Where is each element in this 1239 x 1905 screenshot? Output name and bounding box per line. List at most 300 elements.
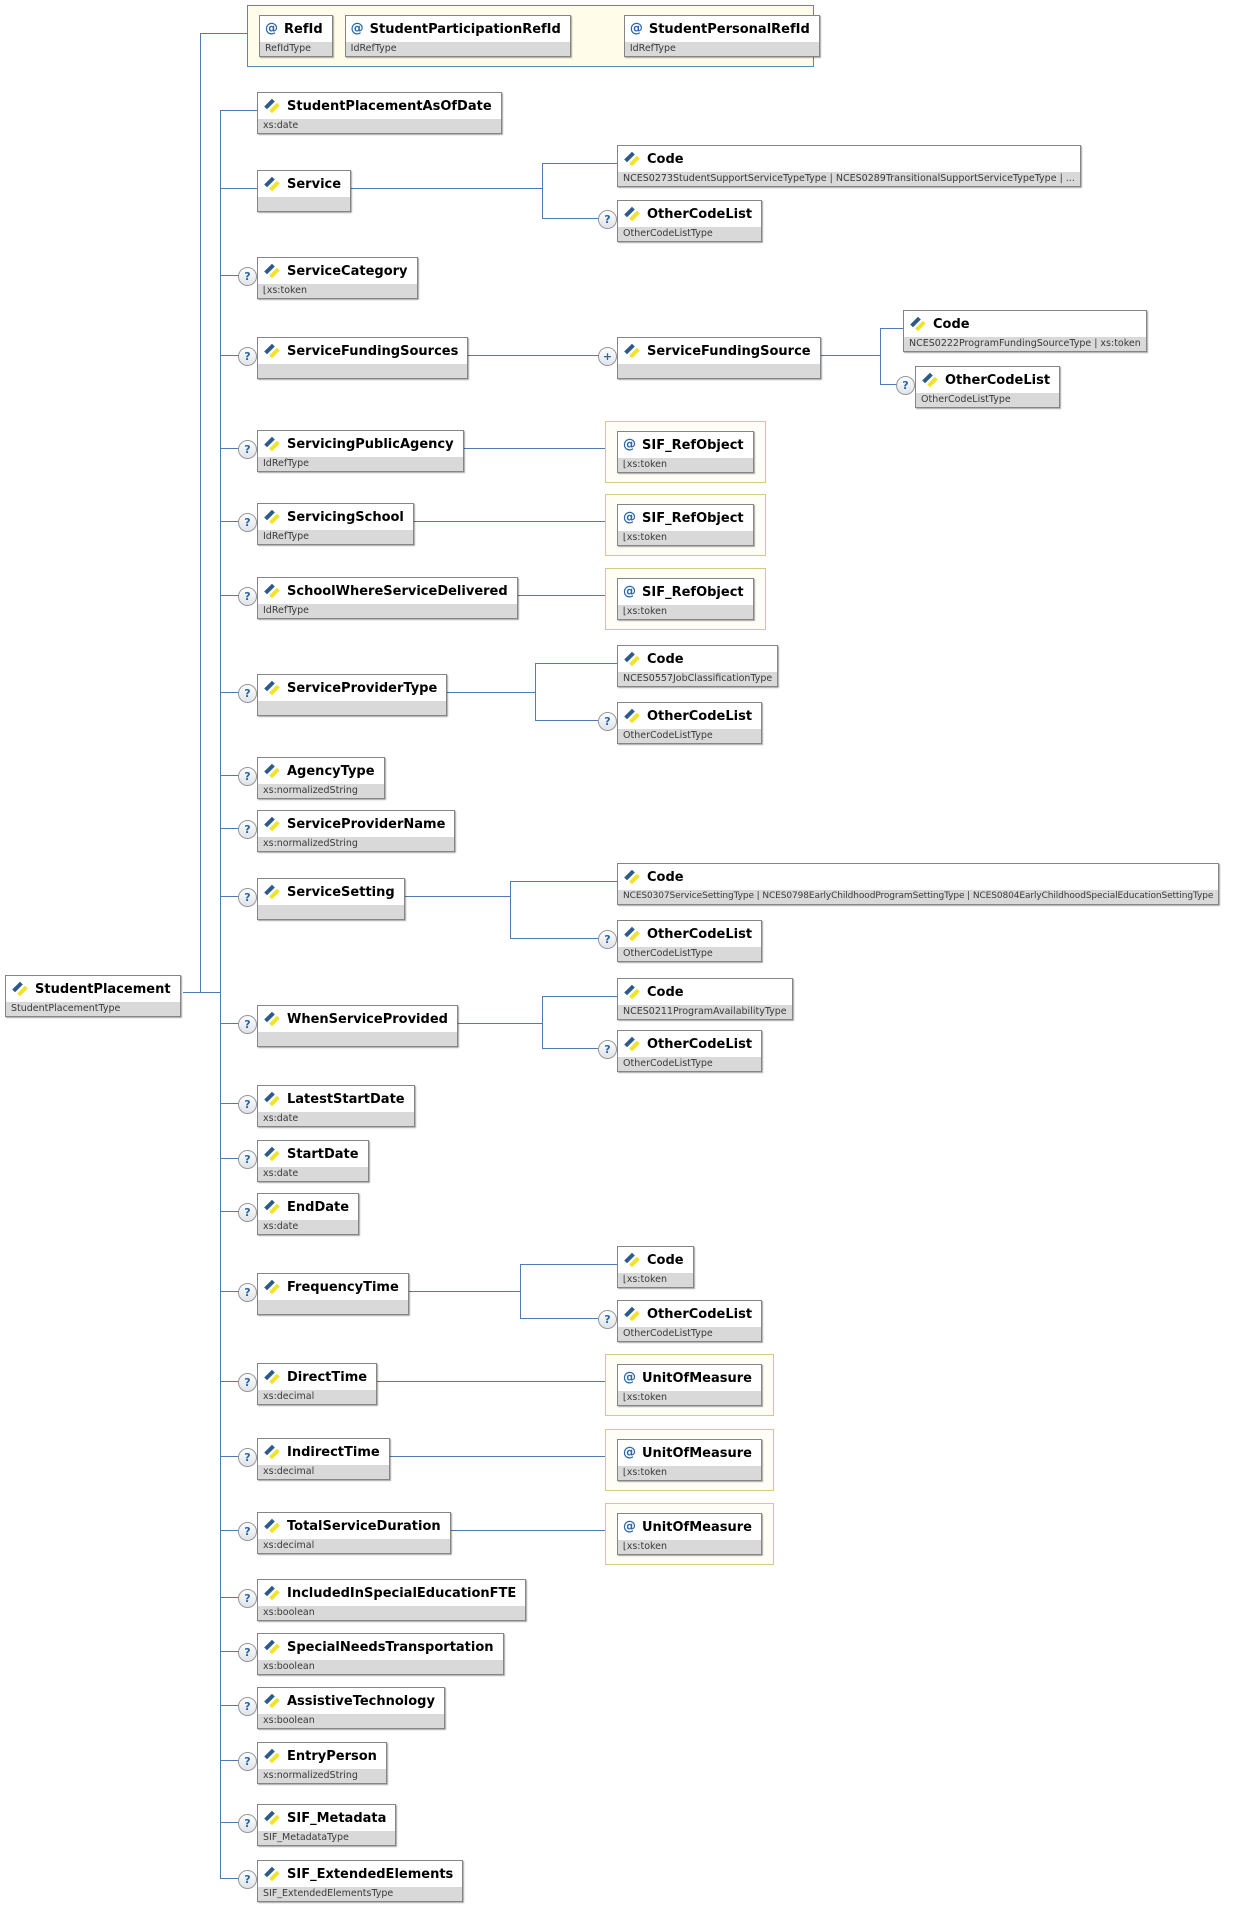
attribute-title-row — [618, 1514, 761, 1540]
element-name: Code — [647, 151, 684, 167]
element-type: IdRefType — [258, 604, 517, 618]
optional-indicator — [238, 1697, 257, 1716]
optional-indicator — [238, 1015, 257, 1034]
connector-line — [200, 33, 201, 993]
attribute-type: IdRefType — [625, 42, 819, 56]
element-service-funding-source-other-code-list[interactable] — [915, 366, 1060, 408]
optional-indicator — [598, 210, 617, 229]
optional-indicator — [598, 930, 617, 949]
element-start-date[interactable] — [257, 1140, 369, 1182]
element-type: xs:decimal — [258, 1465, 389, 1479]
element-title-row — [618, 979, 792, 1005]
element-type: xs:date — [258, 1220, 358, 1234]
attribute-icon: @ — [623, 1519, 636, 1534]
element-service-setting[interactable] — [257, 878, 405, 920]
element-type: OtherCodeListType — [618, 1057, 761, 1071]
optional-glyph: ? — [244, 1376, 251, 1389]
element-name: ServiceProviderType — [287, 680, 438, 696]
element-icon — [921, 373, 939, 387]
element-title-row — [258, 675, 446, 701]
element-servicing-public-agency[interactable] — [257, 430, 464, 472]
connector-line — [220, 188, 262, 189]
element-name: EndDate — [287, 1199, 350, 1215]
attribute-group — [247, 5, 814, 67]
element-special-needs-transportation[interactable] — [257, 1633, 504, 1675]
optional-indicator — [238, 1448, 257, 1467]
element-type: xs:date — [258, 1167, 368, 1181]
element-icon — [263, 1200, 281, 1214]
element-type: OtherCodeListType — [618, 947, 761, 961]
attribute-name: StudentPersonalRefId — [648, 21, 810, 37]
element-type: NCES0211ProgramAvailabilityType — [618, 1005, 792, 1019]
element-title-row — [618, 646, 777, 672]
attribute-name: UnitOfMeasure — [642, 1519, 752, 1535]
element-type: xs:normalizedString — [258, 837, 454, 851]
optional-indicator — [238, 1752, 257, 1771]
element-servicing-school[interactable] — [257, 503, 414, 545]
connector-line — [183, 992, 221, 993]
attribute-group — [605, 494, 766, 556]
element-icon — [263, 99, 281, 113]
element-icon — [263, 885, 281, 899]
optional-glyph: ? — [604, 213, 611, 226]
connector-line — [220, 692, 240, 693]
element-title-row — [904, 311, 1146, 337]
connector-line — [220, 1651, 240, 1652]
element-type — [258, 905, 404, 919]
optional-indicator — [238, 1095, 257, 1114]
connector-line — [220, 595, 240, 596]
element-icon — [623, 870, 641, 884]
element-service-code[interactable] — [617, 145, 1081, 187]
element-name: WhenServiceProvided — [287, 1011, 448, 1027]
element-name: AgencyType — [287, 763, 375, 779]
element-school-where-service-delivered[interactable] — [257, 577, 518, 619]
repeat-indicator — [598, 347, 617, 366]
element-icon — [623, 152, 641, 166]
attribute-group — [605, 421, 766, 483]
element-icon — [623, 709, 641, 723]
optional-indicator — [238, 513, 257, 532]
element-type: NCES0307ServiceSettingType | NCES0798EarlyChildhoodProgramSettingType | NCES0804EarlyChildhoodSpecialEducationSettingType — [618, 890, 1218, 904]
connector-line — [220, 775, 240, 776]
connector-line — [220, 828, 240, 829]
element-service-other-code-list[interactable] — [617, 200, 762, 242]
attribute-type: ⌊xs:token — [618, 531, 753, 545]
element-title-row — [618, 201, 761, 227]
element-title-row — [258, 431, 463, 457]
optional-glyph: ? — [244, 770, 251, 783]
element-icon — [623, 1253, 641, 1267]
connector-line — [520, 1318, 598, 1319]
element-title-row — [618, 1031, 761, 1057]
element-title-row — [258, 1688, 444, 1714]
attribute-group — [605, 568, 766, 630]
element-icon — [263, 681, 281, 695]
attribute-title-row — [618, 579, 753, 605]
element-title-row — [618, 1247, 693, 1273]
element-service-category[interactable] — [257, 257, 418, 299]
element-icon — [263, 1640, 281, 1654]
optional-glyph: ? — [244, 1592, 251, 1605]
optional-indicator — [598, 712, 617, 731]
connector-line — [220, 275, 240, 276]
element-title-row — [258, 93, 501, 119]
element-agency-type[interactable] — [257, 757, 385, 799]
optional-indicator — [238, 1522, 257, 1541]
element-type: ⌊xs:token — [258, 284, 417, 298]
element-title-row — [618, 864, 1218, 890]
element-name: StudentPlacement — [35, 981, 171, 997]
element-type: xs:boolean — [258, 1606, 525, 1620]
connector-line — [220, 1381, 240, 1382]
connector-line — [220, 1456, 240, 1457]
connector-line — [542, 218, 600, 219]
element-icon — [263, 584, 281, 598]
element-name: Code — [933, 316, 970, 332]
optional-indicator — [238, 684, 257, 703]
connector-line — [220, 448, 240, 449]
element-type: IdRefType — [258, 530, 413, 544]
optional-indicator — [238, 1643, 257, 1662]
element-service-provider-type-other-code-list[interactable] — [617, 702, 762, 744]
element-service-provider-type-code[interactable] — [617, 645, 778, 687]
element-icon — [263, 437, 281, 451]
element-title-row — [258, 1364, 376, 1390]
element-frequency-time-other-code-list[interactable] — [617, 1300, 762, 1342]
element-name: SIF_ExtendedElements — [287, 1866, 454, 1882]
optional-indicator — [238, 440, 257, 459]
element-type: xs:decimal — [258, 1390, 376, 1404]
element-icon — [263, 1445, 281, 1459]
element-title-row — [258, 1513, 450, 1539]
optional-glyph: ? — [244, 1018, 251, 1031]
element-student-placement-as-of-date[interactable] — [257, 92, 502, 134]
optional-glyph: ? — [244, 1153, 251, 1166]
element-icon — [623, 927, 641, 941]
connector-line — [220, 355, 240, 356]
attribute-type: IdRefType — [346, 42, 570, 56]
element-service-provider-type[interactable] — [257, 674, 447, 716]
element-title-row — [258, 1141, 368, 1167]
element-type: OtherCodeListType — [618, 729, 761, 743]
element-entry-person[interactable] — [257, 1742, 387, 1784]
element-icon — [263, 764, 281, 778]
attribute-title-row — [618, 1440, 761, 1466]
connector-line — [542, 996, 622, 997]
attribute-sif-refobject[interactable] — [617, 504, 754, 546]
element-frequency-time[interactable] — [257, 1273, 409, 1315]
element-title-row — [258, 879, 404, 905]
connector-line — [220, 1705, 240, 1706]
element-name: StudentPlacementAsOfDate — [287, 98, 492, 114]
attribute-title-row — [260, 16, 332, 42]
optional-indicator — [896, 376, 915, 395]
element-student-placement[interactable] — [5, 975, 181, 1017]
connector-line — [220, 110, 221, 1879]
attribute-sif-refobject[interactable] — [617, 431, 754, 473]
element-name: StartDate — [287, 1146, 359, 1162]
element-total-service-duration[interactable] — [257, 1512, 451, 1554]
element-name: DirectTime — [287, 1369, 368, 1385]
optional-indicator — [238, 347, 257, 366]
connector-line — [200, 33, 247, 34]
element-service[interactable] — [257, 170, 351, 212]
optional-glyph: ? — [244, 1286, 251, 1299]
element-assistive-technology[interactable] — [257, 1687, 445, 1729]
element-title-row — [258, 1861, 462, 1887]
element-when-service-provided[interactable] — [257, 1005, 458, 1047]
element-icon — [623, 1037, 641, 1051]
element-name: Service — [287, 176, 342, 192]
attribute-icon: @ — [623, 584, 636, 599]
element-name: ServiceFundingSources — [287, 343, 459, 359]
element-sif-extended-elements[interactable] — [257, 1860, 463, 1902]
element-name: Code — [647, 869, 684, 885]
attribute-unit-of-measure[interactable] — [617, 1439, 762, 1481]
element-when-service-provided-code[interactable] — [617, 978, 793, 1020]
element-type: NCES0222ProgramFundingSourceType | xs:token — [904, 337, 1146, 351]
element-name: ServiceFundingSource — [647, 343, 811, 359]
element-title-row — [618, 146, 1080, 172]
element-type — [258, 701, 446, 715]
element-type — [258, 197, 350, 211]
optional-glyph: ? — [244, 516, 251, 529]
connector-line — [535, 663, 536, 721]
element-icon — [909, 317, 927, 331]
connector-line — [220, 1822, 240, 1823]
element-title-row — [258, 1274, 408, 1300]
element-type: ⌊xs:token — [618, 1273, 693, 1287]
optional-indicator — [238, 1589, 257, 1608]
element-name: Code — [647, 651, 684, 667]
element-title-row — [618, 703, 761, 729]
element-icon — [263, 344, 281, 358]
attribute-unit-of-measure[interactable] — [617, 1364, 762, 1406]
element-icon — [263, 1370, 281, 1384]
element-type — [618, 364, 820, 378]
element-icon — [263, 1867, 281, 1881]
element-type: xs:boolean — [258, 1714, 444, 1728]
element-icon — [623, 207, 641, 221]
optional-glyph: ? — [244, 1817, 251, 1830]
element-service-provider-name[interactable] — [257, 810, 455, 852]
element-type: xs:normalizedString — [258, 784, 384, 798]
optional-glyph: ? — [244, 1873, 251, 1886]
optional-indicator — [598, 1310, 617, 1329]
element-frequency-time-code[interactable] — [617, 1246, 694, 1288]
element-name: OtherCodeList — [647, 1036, 753, 1052]
element-icon — [263, 510, 281, 524]
connector-line — [220, 1158, 240, 1159]
attribute-student-personal-refid[interactable] — [624, 15, 820, 57]
element-icon — [263, 1519, 281, 1533]
element-type — [258, 1032, 457, 1046]
attribute-unit-of-measure[interactable] — [617, 1513, 762, 1555]
element-icon — [623, 344, 641, 358]
element-name: SpecialNeedsTransportation — [287, 1639, 494, 1655]
connector-line — [220, 110, 262, 111]
element-icon — [263, 1280, 281, 1294]
attribute-refid[interactable] — [259, 15, 333, 57]
element-icon — [623, 1307, 641, 1321]
element-name: Code — [647, 984, 684, 1000]
optional-indicator — [238, 1870, 257, 1889]
element-icon — [623, 985, 641, 999]
element-type: NCES0557JobClassificationType — [618, 672, 777, 686]
optional-glyph: ? — [244, 823, 251, 836]
optional-glyph: ? — [244, 270, 251, 283]
element-title-row — [258, 258, 417, 284]
attribute-name: UnitOfMeasure — [642, 1370, 752, 1386]
element-icon — [263, 1694, 281, 1708]
element-icon — [263, 177, 281, 191]
connector-line — [220, 896, 240, 897]
element-icon — [263, 1811, 281, 1825]
attribute-icon: @ — [350, 21, 364, 36]
element-type: xs:date — [258, 1112, 414, 1126]
optional-glyph: ? — [604, 715, 611, 728]
optional-glyph: ? — [244, 1646, 251, 1659]
element-type: SIF_MetadataType — [258, 1831, 395, 1845]
attribute-group — [605, 1503, 774, 1565]
optional-glyph: ? — [244, 1098, 251, 1111]
attribute-group — [605, 1429, 774, 1491]
optional-indicator — [238, 888, 257, 907]
connector-line — [542, 163, 622, 164]
element-included-in-special-education-fte[interactable] — [257, 1579, 526, 1621]
element-name: TotalServiceDuration — [287, 1518, 441, 1534]
element-title-row — [258, 1634, 503, 1660]
element-type: xs:normalizedString — [258, 1769, 386, 1783]
connector-line — [220, 1291, 240, 1292]
element-title-row — [258, 504, 413, 530]
optional-glyph: ? — [244, 1755, 251, 1768]
connector-line — [520, 1264, 521, 1319]
element-title-row — [618, 1301, 761, 1327]
connector-line — [880, 328, 881, 385]
element-icon — [263, 1012, 281, 1026]
element-service-funding-source[interactable] — [617, 337, 821, 379]
element-name: ServiceProviderName — [287, 816, 446, 832]
optional-glyph: ? — [604, 1043, 611, 1056]
element-type: xs:date — [258, 119, 501, 133]
element-name: FrequencyTime — [287, 1279, 399, 1295]
attribute-icon: @ — [265, 21, 278, 36]
element-title-row — [258, 1006, 457, 1032]
connector-line — [220, 1760, 240, 1761]
element-icon — [263, 1092, 281, 1106]
element-service-funding-sources[interactable] — [257, 337, 468, 379]
optional-glyph: ? — [244, 590, 251, 603]
attribute-name: StudentParticipationRefId — [369, 21, 561, 37]
attribute-icon: @ — [623, 1445, 636, 1460]
element-name: ServicingPublicAgency — [287, 436, 454, 452]
element-icon — [623, 652, 641, 666]
element-type: IdRefType — [258, 457, 463, 471]
element-name: OtherCodeList — [945, 372, 1051, 388]
element-service-funding-source-code[interactable] — [903, 310, 1147, 352]
optional-glyph: ? — [244, 1451, 251, 1464]
attribute-type: ⌊xs:token — [618, 605, 753, 619]
attribute-icon: @ — [629, 21, 643, 36]
element-title-row — [258, 1086, 414, 1112]
attribute-icon: @ — [623, 1370, 636, 1385]
element-title-row — [258, 1580, 525, 1606]
element-direct-time[interactable] — [257, 1363, 377, 1405]
element-service-setting-code[interactable] — [617, 863, 1219, 905]
optional-glyph: ? — [244, 891, 251, 904]
element-name: OtherCodeList — [647, 206, 753, 222]
element-type: OtherCodeListType — [916, 393, 1059, 407]
optional-glyph: ? — [604, 933, 611, 946]
attribute-title-row — [618, 505, 753, 531]
optional-indicator — [238, 1373, 257, 1392]
optional-indicator — [238, 1283, 257, 1302]
attribute-name: SIF_RefObject — [642, 437, 744, 453]
attribute-sif-refobject[interactable] — [617, 578, 754, 620]
optional-indicator — [238, 587, 257, 606]
element-name: ServicingSchool — [287, 509, 404, 525]
connector-line — [542, 1048, 598, 1049]
element-title-row — [258, 811, 454, 837]
element-name: SIF_Metadata — [287, 1810, 387, 1826]
optional-indicator — [238, 267, 257, 286]
element-type: NCES0273StudentSupportServiceTypeType | NCES0289TransitionalSupportServiceTypeType | ... — [618, 172, 1080, 186]
connector-line — [542, 163, 543, 219]
element-name: ServiceSetting — [287, 884, 395, 900]
attribute-title-row — [618, 432, 753, 458]
attribute-type: ⌊xs:token — [618, 1466, 761, 1480]
element-icon — [263, 1147, 281, 1161]
attribute-group — [605, 1354, 774, 1416]
attribute-student-participation-refid[interactable] — [345, 15, 571, 57]
repeat-glyph: + — [602, 350, 613, 363]
element-title-row — [258, 578, 517, 604]
element-name: EntryPerson — [287, 1748, 377, 1764]
element-title-row — [258, 1194, 358, 1220]
optional-indicator — [238, 1203, 257, 1222]
element-service-setting-other-code-list[interactable] — [617, 920, 762, 962]
connector-line — [220, 1211, 240, 1212]
element-name: ServiceCategory — [287, 263, 408, 279]
element-icon — [11, 982, 29, 996]
element-sif-metadata[interactable] — [257, 1804, 396, 1846]
attribute-name: UnitOfMeasure — [642, 1445, 752, 1461]
element-latest-start-date[interactable] — [257, 1085, 415, 1127]
element-title-row — [258, 758, 384, 784]
element-type: OtherCodeListType — [618, 227, 761, 241]
attribute-title-row — [625, 16, 819, 42]
element-indirect-time[interactable] — [257, 1438, 390, 1480]
attribute-type: ⌊xs:token — [618, 458, 753, 472]
attribute-title-row — [618, 1365, 761, 1391]
optional-glyph: ? — [244, 1525, 251, 1538]
optional-glyph: ? — [244, 350, 251, 363]
optional-indicator — [238, 1814, 257, 1833]
element-type: xs:decimal — [258, 1539, 450, 1553]
element-when-service-provided-other-code-list[interactable] — [617, 1030, 762, 1072]
element-title-row — [6, 976, 180, 1002]
element-end-date[interactable] — [257, 1193, 359, 1235]
element-name: IncludedInSpecialEducationFTE — [287, 1585, 517, 1601]
optional-glyph: ? — [604, 1313, 611, 1326]
element-title-row — [258, 1743, 386, 1769]
optional-indicator — [598, 1040, 617, 1059]
element-type: OtherCodeListType — [618, 1327, 761, 1341]
optional-glyph: ? — [244, 443, 251, 456]
element-icon — [263, 1749, 281, 1763]
